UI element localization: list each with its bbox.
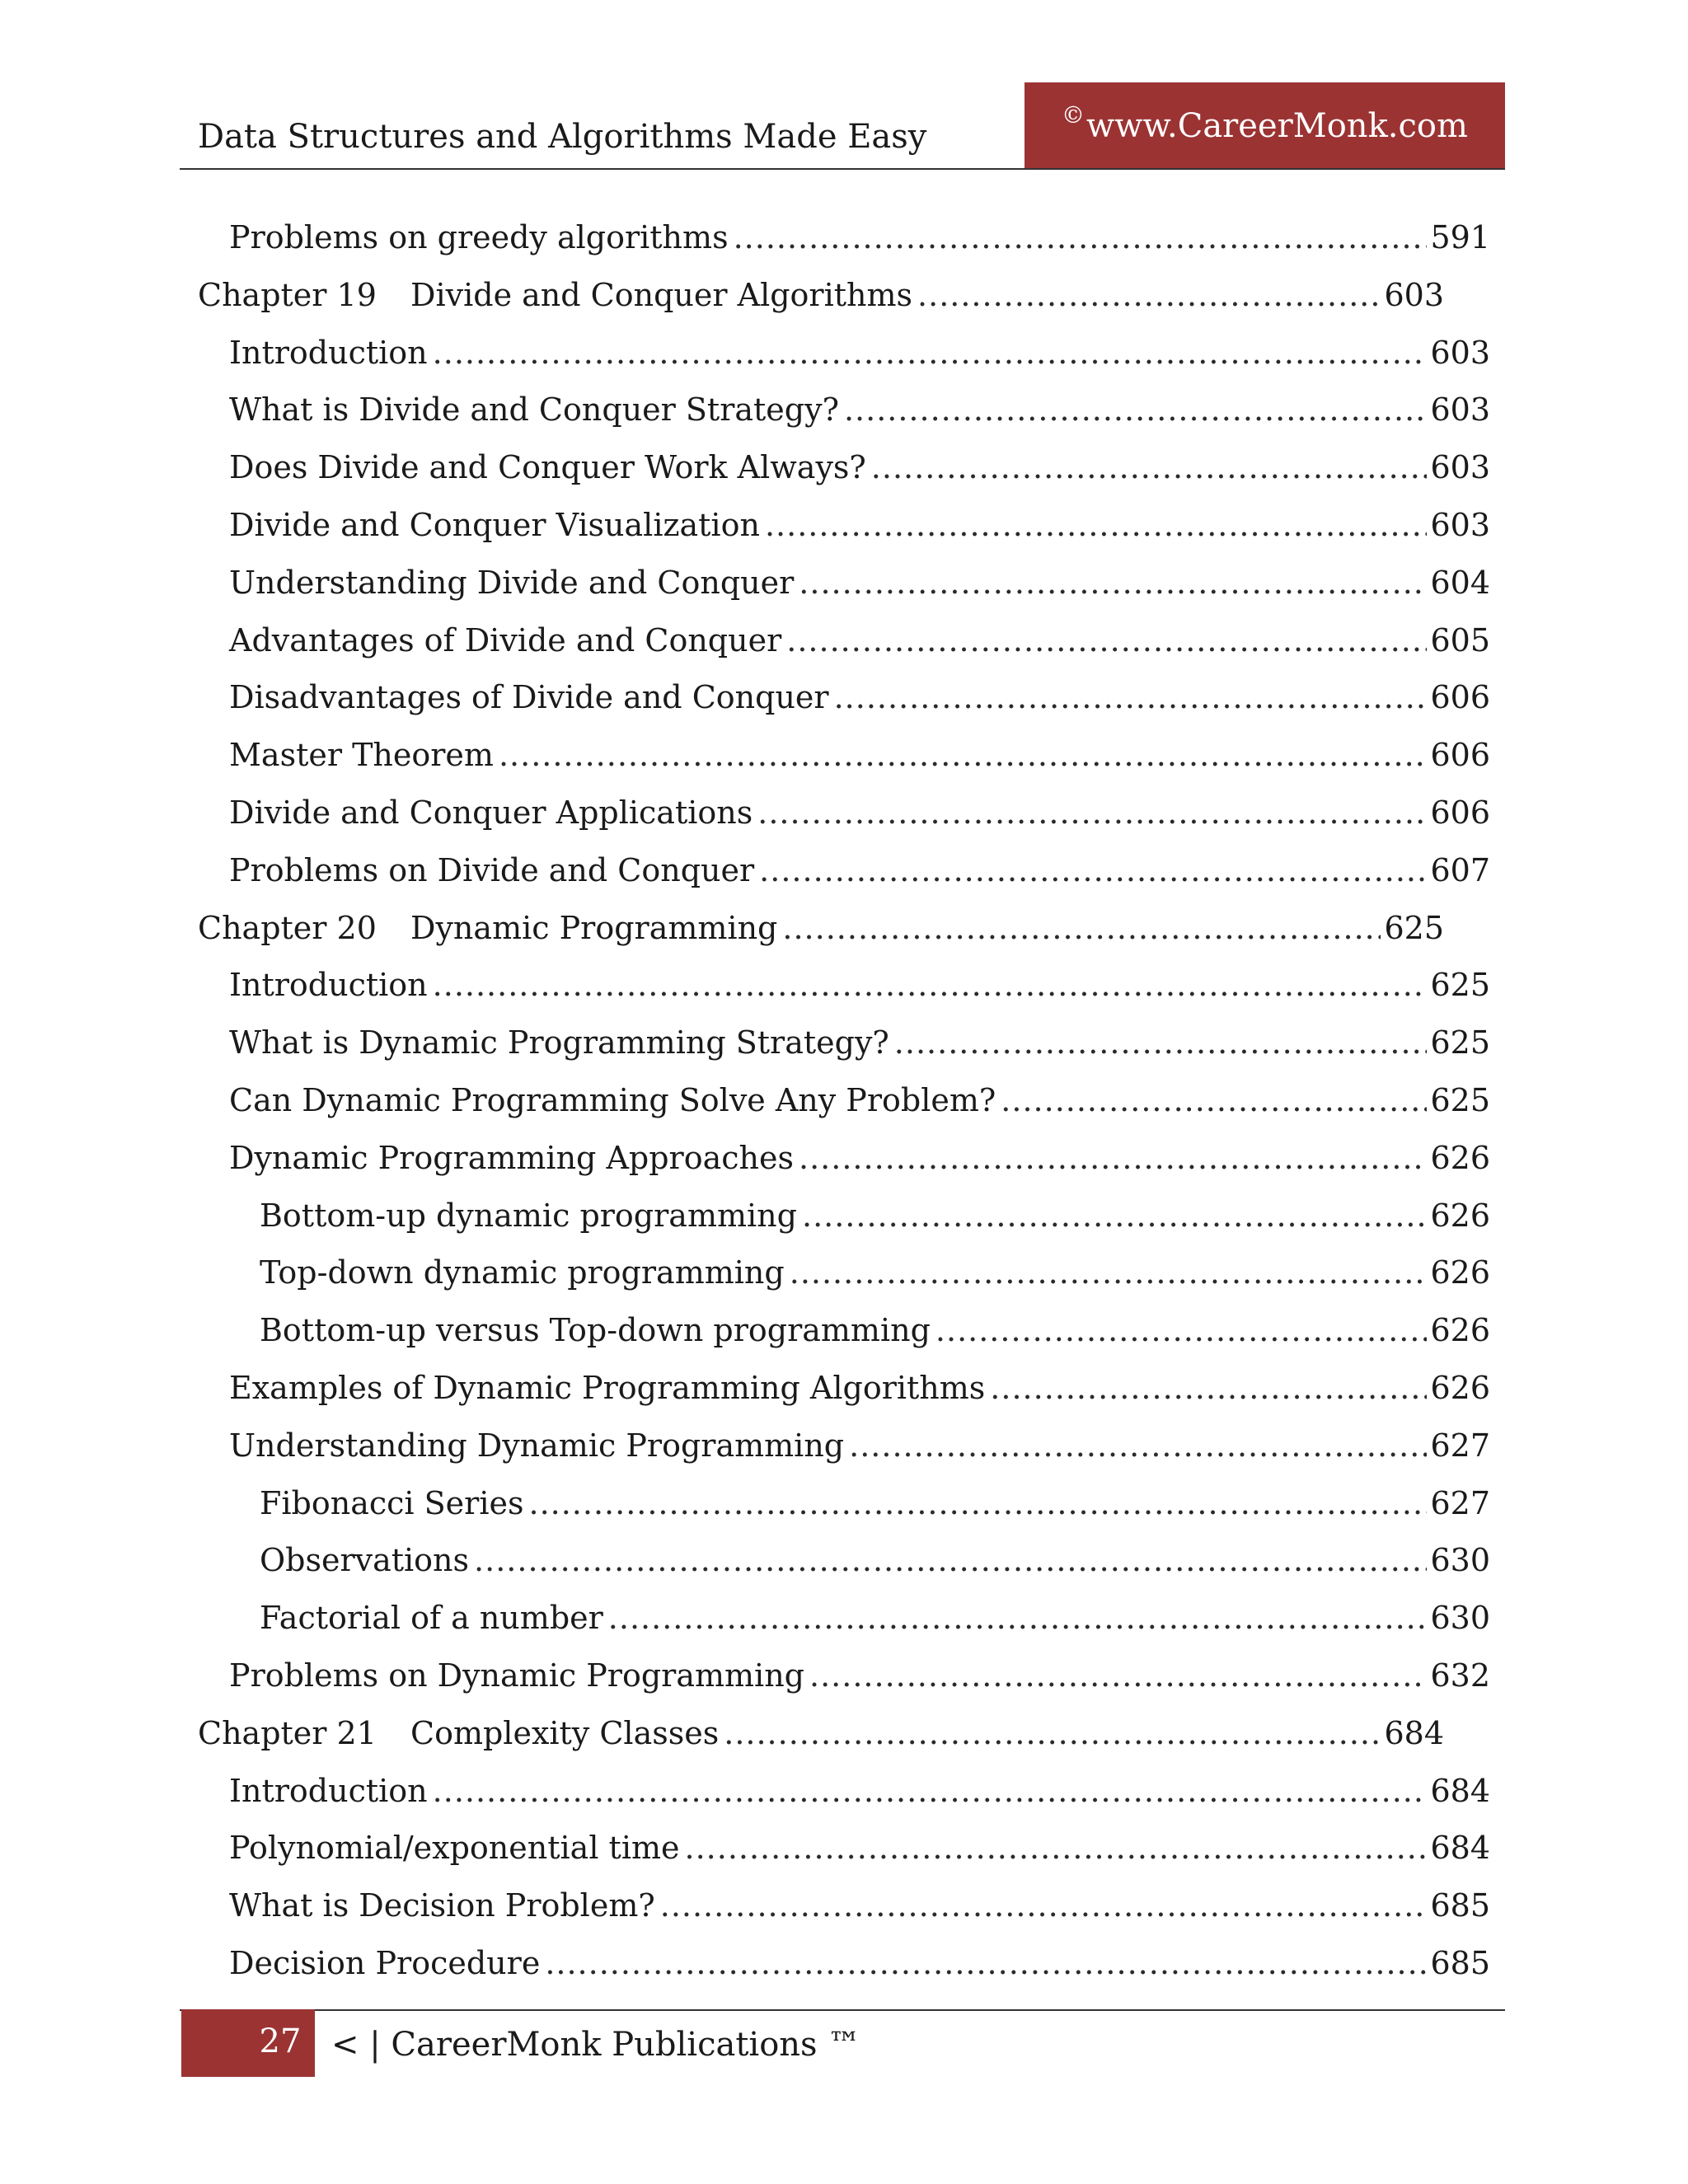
toc-entry[interactable] bbox=[229, 730, 1490, 780]
toc-entry-title: Observations bbox=[260, 1542, 470, 1578]
toc-page-number: 606 bbox=[1430, 794, 1490, 831]
dot-leader bbox=[433, 328, 1428, 377]
toc-page-number: 591 bbox=[1430, 219, 1490, 255]
dot-leader bbox=[660, 1881, 1428, 1930]
dot-leader bbox=[799, 558, 1427, 607]
toc-page-number: 625 bbox=[1430, 967, 1490, 1003]
toc-page-number: 605 bbox=[1430, 622, 1490, 658]
toc-entry-title: What is Decision Problem? bbox=[229, 1887, 655, 1924]
dot-leader bbox=[786, 616, 1427, 665]
copyright-symbol: © bbox=[1062, 101, 1085, 129]
toc-entry-title: Dynamic Programming Approaches bbox=[229, 1140, 795, 1176]
dot-leader bbox=[757, 788, 1427, 837]
dot-leader bbox=[608, 1593, 1428, 1643]
toc-entry-title: Divide and Conquer Algorithms bbox=[410, 277, 913, 313]
toc-entry[interactable] bbox=[229, 443, 1490, 492]
dot-leader bbox=[790, 1248, 1428, 1297]
toc-entry-title: Top-down dynamic programming bbox=[260, 1254, 785, 1291]
toc-entry[interactable] bbox=[229, 500, 1490, 550]
toc-chapter-entry[interactable] bbox=[198, 1708, 1444, 1758]
toc-page-number: 684 bbox=[1384, 1715, 1444, 1751]
toc-entry-title: Does Divide and Conquer Work Always? bbox=[229, 449, 866, 485]
toc-entry[interactable] bbox=[229, 1938, 1490, 1988]
dot-leader bbox=[433, 1766, 1428, 1816]
website-url: www.CareerMonk.com bbox=[1086, 107, 1468, 145]
chapter-number: Chapter 21 bbox=[198, 1715, 377, 1751]
toc-entry-title: Introduction bbox=[229, 1773, 428, 1809]
toc-entry[interactable] bbox=[229, 1133, 1490, 1183]
dot-leader bbox=[894, 1018, 1428, 1067]
toc-entry[interactable] bbox=[229, 673, 1490, 722]
toc-page-number: 684 bbox=[1430, 1830, 1490, 1866]
toc-entry[interactable] bbox=[229, 213, 1490, 262]
toc-entry[interactable] bbox=[229, 1018, 1490, 1067]
toc-entry-title: Divide and Conquer Visualization bbox=[229, 507, 760, 543]
toc-entry[interactable] bbox=[260, 1191, 1490, 1240]
toc-entry-title: Factorial of a number bbox=[260, 1600, 603, 1636]
toc-page-number: 607 bbox=[1430, 852, 1490, 888]
publisher-footer: < | CareerMonk Publications ™ bbox=[331, 2026, 861, 2064]
toc-entry[interactable] bbox=[229, 1766, 1490, 1816]
toc-entry[interactable] bbox=[229, 1421, 1490, 1470]
toc-page-number: 603 bbox=[1430, 391, 1490, 428]
toc-entry[interactable] bbox=[229, 960, 1490, 1010]
toc-page-number: 625 bbox=[1430, 1024, 1490, 1061]
dot-leader bbox=[844, 385, 1428, 434]
toc-page-number: 630 bbox=[1430, 1542, 1490, 1578]
toc-page-number: 625 bbox=[1430, 1082, 1490, 1118]
dot-leader bbox=[871, 443, 1428, 492]
toc-entry[interactable] bbox=[229, 1651, 1490, 1700]
toc-entry-title: Examples of Dynamic Programming Algorithms bbox=[229, 1370, 986, 1406]
dot-leader bbox=[545, 1938, 1427, 1988]
toc-entry[interactable] bbox=[260, 1479, 1490, 1528]
toc-entry-title: Problems on Dynamic Programming bbox=[229, 1657, 805, 1694]
toc-entry[interactable] bbox=[229, 1823, 1490, 1872]
toc-page-number: 626 bbox=[1430, 1312, 1490, 1348]
dot-leader bbox=[685, 1823, 1428, 1872]
dot-leader bbox=[734, 213, 1428, 262]
dot-leader bbox=[528, 1479, 1427, 1528]
toc-entry-title: Complexity Classes bbox=[410, 1715, 720, 1751]
toc-entry-title: What is Divide and Conquer Strategy? bbox=[229, 391, 839, 428]
toc-entry-title: What is Dynamic Programming Strategy? bbox=[229, 1024, 889, 1061]
toc-entry-title: Problems on greedy algorithms bbox=[229, 219, 729, 255]
toc-entry-title: Polynomial/exponential time bbox=[229, 1830, 680, 1866]
dot-leader bbox=[799, 1133, 1427, 1183]
dot-leader bbox=[809, 1651, 1427, 1700]
dot-leader bbox=[802, 1191, 1427, 1240]
toc-entry-title: Problems on Divide and Conquer bbox=[229, 852, 755, 888]
toc-page-number: 603 bbox=[1384, 277, 1444, 313]
toc-page-number: 632 bbox=[1430, 1657, 1490, 1694]
toc-page-number: 626 bbox=[1430, 1197, 1490, 1234]
dot-leader bbox=[917, 270, 1381, 320]
dot-leader bbox=[724, 1708, 1381, 1758]
dot-leader bbox=[990, 1363, 1427, 1413]
toc-page-number: 685 bbox=[1430, 1887, 1490, 1924]
toc-page-number: 626 bbox=[1430, 1370, 1490, 1406]
toc-page-number: 685 bbox=[1430, 1945, 1490, 1981]
toc-entry-title: Master Theorem bbox=[229, 737, 494, 773]
toc-page-number: 684 bbox=[1430, 1773, 1490, 1809]
dot-leader bbox=[499, 730, 1428, 780]
toc-entry-title: Understanding Divide and Conquer bbox=[229, 565, 795, 601]
footer-divider bbox=[180, 2009, 1505, 2011]
toc-page-number: 603 bbox=[1430, 507, 1490, 543]
toc-entry[interactable] bbox=[229, 328, 1490, 377]
dot-leader bbox=[834, 673, 1428, 722]
toc-page-number: 606 bbox=[1430, 679, 1490, 715]
toc-entry-title: Dynamic Programming bbox=[410, 910, 778, 946]
toc-entry-title: Fibonacci Series bbox=[260, 1485, 524, 1521]
toc-entry-title: Advantages of Divide and Conquer bbox=[229, 622, 782, 658]
toc-entry-title: Understanding Dynamic Programming bbox=[229, 1427, 845, 1464]
toc-entry[interactable] bbox=[229, 385, 1490, 434]
toc-entry-title: Introduction bbox=[229, 967, 428, 1003]
dot-leader bbox=[474, 1535, 1427, 1585]
running-header-title: Data Structures and Algorithms Made Easy bbox=[198, 118, 927, 156]
toc-page-number: 625 bbox=[1384, 910, 1444, 946]
dot-leader bbox=[1001, 1076, 1427, 1125]
toc-page-number: 627 bbox=[1430, 1427, 1490, 1464]
dot-leader bbox=[849, 1421, 1427, 1470]
toc-entry[interactable] bbox=[229, 788, 1490, 837]
toc-page-number: 604 bbox=[1430, 565, 1490, 601]
toc-page-number: 626 bbox=[1430, 1140, 1490, 1176]
toc-entry[interactable] bbox=[260, 1248, 1490, 1297]
toc-entry-title: Can Dynamic Programming Solve Any Problem? bbox=[229, 1082, 996, 1118]
toc-page-number: 630 bbox=[1430, 1600, 1490, 1636]
dot-leader bbox=[759, 846, 1427, 895]
toc-chapter-entry[interactable] bbox=[198, 903, 1444, 953]
toc-entry-title: Introduction bbox=[229, 335, 428, 371]
dot-leader bbox=[935, 1305, 1428, 1355]
toc-page-number: 627 bbox=[1430, 1485, 1490, 1521]
toc-entry-title: Decision Procedure bbox=[229, 1945, 541, 1981]
toc-entry-title: Divide and Conquer Applications bbox=[229, 794, 753, 831]
toc-chapter-entry[interactable] bbox=[198, 270, 1444, 320]
dot-leader bbox=[765, 500, 1428, 550]
toc-entry[interactable] bbox=[229, 1881, 1490, 1930]
toc-page-number: 603 bbox=[1430, 335, 1490, 371]
toc-entry[interactable] bbox=[229, 616, 1490, 665]
toc-entry[interactable] bbox=[229, 558, 1490, 607]
toc-entry-title: Bottom-up dynamic programming bbox=[260, 1197, 797, 1234]
toc-entry[interactable] bbox=[229, 1363, 1490, 1413]
dot-leader bbox=[782, 903, 1381, 953]
toc-page-number: 606 bbox=[1430, 737, 1490, 773]
chapter-number: Chapter 19 bbox=[198, 277, 377, 313]
page-number: 27 bbox=[259, 2022, 302, 2060]
chapter-number: Chapter 20 bbox=[198, 910, 377, 946]
dot-leader bbox=[433, 960, 1428, 1010]
toc-page-number: 603 bbox=[1430, 449, 1490, 485]
toc-entry[interactable] bbox=[229, 846, 1490, 895]
toc-entry[interactable] bbox=[229, 1076, 1490, 1125]
toc-page-number: 626 bbox=[1430, 1254, 1490, 1291]
toc-entry[interactable] bbox=[260, 1535, 1490, 1585]
toc-entry-title: Disadvantages of Divide and Conquer bbox=[229, 679, 829, 715]
toc-entry[interactable] bbox=[260, 1305, 1490, 1355]
toc-entry[interactable] bbox=[260, 1593, 1490, 1643]
toc-entry-title: Bottom-up versus Top-down programming bbox=[260, 1312, 931, 1348]
